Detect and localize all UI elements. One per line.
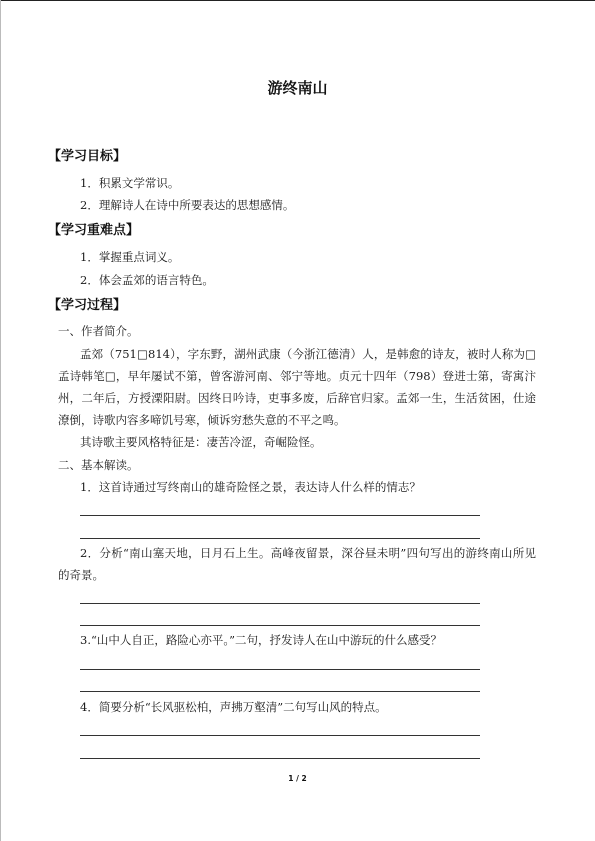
- answer-line[interactable]: [80, 669, 480, 670]
- page-number: 1 / 2: [288, 774, 307, 783]
- author-bio-paragraph: 孟郊（751□814），字东野，湖州武康（今浙江德清）人，是韩愈的诗友，被时人称为□孟诗韩笔□，早年屡试不第，曾客游河南、邻宁等地。贞元十四年（798）登进士第，寄寓汴州，二年后，方授溧阳尉。因终日吟诗，吏事多废，后辞官归家。孟郊一生，生活贫困，仕途潦倒，诗歌内容多啼饥号寒，倾诉穷愁失意的不平之鸣。: [58, 347, 536, 427]
- poetry-style-paragraph: 其诗歌主要风格特征是：凄苦冷涩，奇崛险怪。: [80, 435, 322, 449]
- question-3: 3.“山中人自正，路险心亦平。”二句，抒发诗人在山中游玩的什么感受？: [80, 633, 442, 647]
- question-4: 4．简要分析“长风驱松柏，声拂万壑清”二句写山风的特点。: [80, 700, 387, 714]
- answer-line[interactable]: [80, 691, 480, 692]
- goal-item-2: 2．理解诗人在诗中所要表达的思想感情。: [80, 198, 295, 212]
- section-heading-key-points: 【学习重难点】: [48, 223, 140, 238]
- part-1-title: 一、作者简介。: [58, 324, 139, 338]
- answer-line[interactable]: [80, 515, 480, 516]
- answer-line[interactable]: [80, 735, 480, 736]
- part-2-title: 二、基本解读。: [58, 458, 139, 472]
- document-title: 游终南山: [267, 79, 328, 97]
- question-2: 2．分析“南山塞天地，日月石上生。高峰夜留景，深谷昼未明”四句写出的游终南山所见的奇景。: [58, 546, 536, 582]
- section-heading-process: 【学习过程】: [48, 298, 127, 313]
- answer-line[interactable]: [80, 603, 480, 604]
- answer-line[interactable]: [80, 758, 480, 759]
- key-point-item-1: 1．掌握重点词义。: [80, 250, 180, 264]
- section-heading-goals: 【学习目标】: [48, 149, 127, 164]
- answer-line[interactable]: [80, 538, 480, 539]
- question-1: 1．这首诗通过写终南山的雄奇险怪之景，表达诗人什么样的情志？: [80, 480, 421, 494]
- answer-line[interactable]: [80, 625, 480, 626]
- key-point-item-2: 2．体会孟郊的语言特色。: [80, 273, 214, 287]
- page-left-border: [0, 0, 1, 841]
- goal-item-1: 1．积累文学常识。: [80, 176, 180, 190]
- page-top-border: [0, 0, 595, 1]
